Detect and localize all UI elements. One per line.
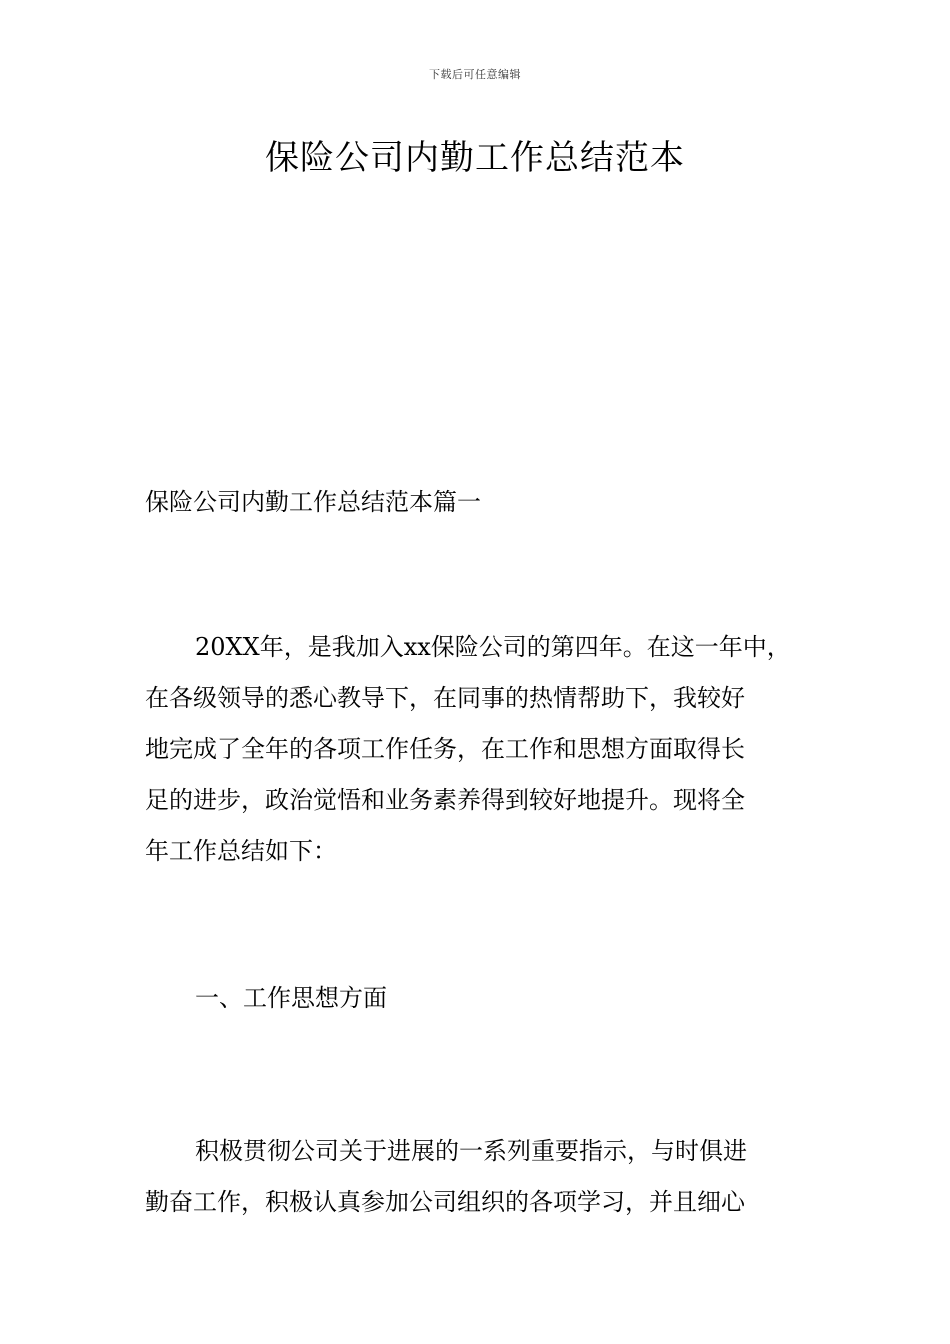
paragraph-line: 勤奋工作，积极认真参加公司组织的各项学习，并且细心 <box>145 1188 745 1216</box>
document-title: 保险公司内勤工作总结范本 <box>265 138 685 178</box>
paragraph-line: 20XX年，是我加入xx保险公司的第四年。在这一年中， <box>195 633 791 661</box>
paragraph-line: 年工作总结如下： <box>145 837 337 865</box>
subheading-work-thinking: 一、工作思想方面 <box>195 984 387 1012</box>
paragraph-intro <box>145 622 835 877</box>
section-title: 保险公司内勤工作总结范本篇一 <box>145 488 481 516</box>
paragraph-line: 在各级领导的悉心教导下，在同事的热情帮助下，我较好 <box>145 684 745 712</box>
header-note: 下载后可任意编辑 <box>429 68 521 81</box>
paragraph-line: 积极贯彻公司关于进展的一系列重要指示，与时俱进 <box>195 1137 747 1165</box>
paragraph-line: 足的进步，政治觉悟和业务素养得到较好地提升。现将全 <box>145 786 745 814</box>
paragraph-work-thinking <box>145 1126 835 1228</box>
paragraph-line: 地完成了全年的各项工作任务，在工作和思想方面取得长 <box>145 735 745 763</box>
